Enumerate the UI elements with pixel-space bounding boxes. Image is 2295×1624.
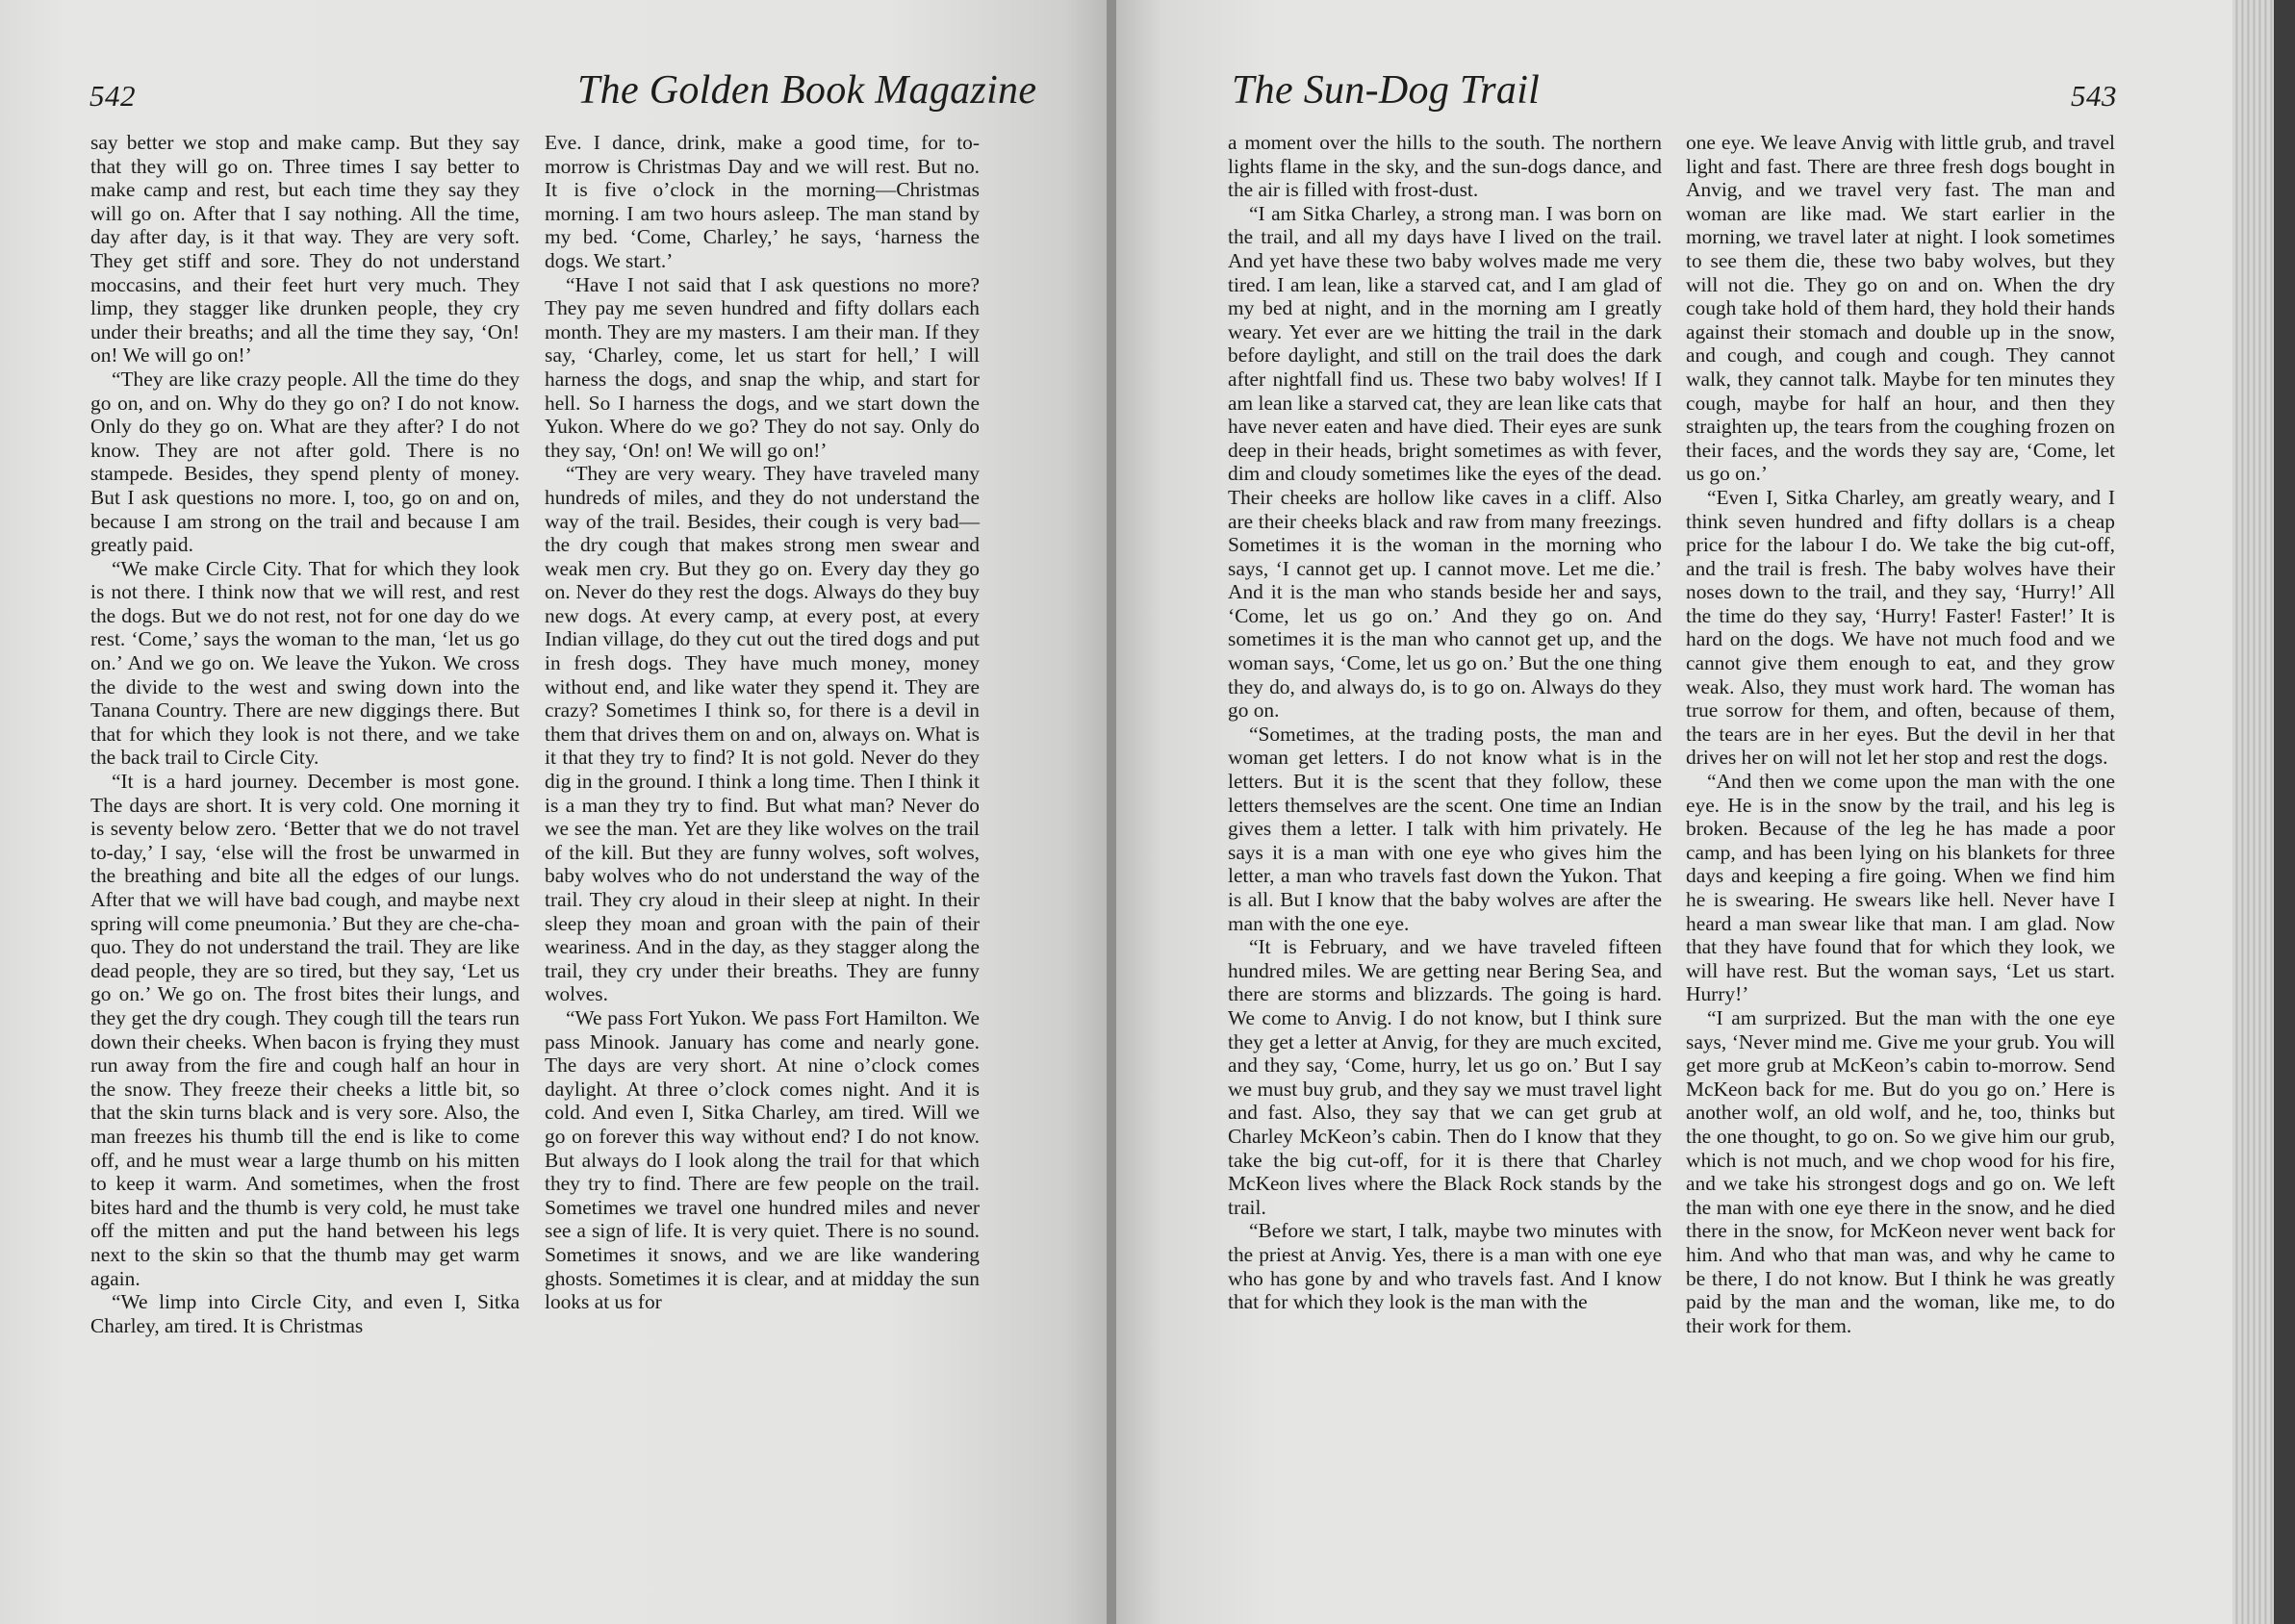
paragraph: “We pass Fort Yukon. We pass Fort Hamilton. We pass Minook. January has come and nearly gone. The days are very short. At nine o’clock comes daylight. At three o’clock comes night. And it is cold. And even I, Sitka Charley, am tired. Will we go on forever this way without end? I do not know. But always do I look along the trail for that which they try to find. There are few people on the trail. Sometimes we travel one hundred miles and never see a sign of life. It is very quiet. There is no sound. Sometimes it snows, and we are like wandering ghosts. Sometimes it is clear, and at midday the sun looks at us for: [545, 1005, 980, 1314]
paragraph: Eve. I dance, drink, make a good time, for to-morrow is Christmas Day and we will rest. But no. It is five o’clock in the morning—Christmas morning. I am two hours asleep. The man stand by my bed. ‘Come, Charley,’ he says, ‘harness the dogs. We start.’: [545, 131, 980, 272]
page-number-right: 543: [2071, 79, 2117, 113]
paragraph: “We limp into Circle City, and even I, Sitka Charley, am tired. It is Christmas: [90, 1290, 520, 1337]
running-title-right: The Sun-Dog Trail: [1232, 68, 1541, 113]
paragraph: “They are like crazy people. All the time do they go on, and on. Why do they go on? I do not know. Only do they go on. What are they after? I do not know. They are not after gold. There is no stampede. Besides, they spend plenty of money. But I ask questions no more. I, too, go on and on, because I am strong on the trail and because I am greatly paid.: [90, 367, 520, 557]
paragraph: “We make Circle City. That for which they look is not there. I think now that we will rest, and rest the dogs. But we do not rest, not for one day do we rest. ‘Come,’ says the woman to the man, ‘let us go on.’ And we go on. We leave the Yukon. We cross the divide to the west and swing down into the Tanana Country. There are new diggings there. But that for which they look is not there, and we take the back trail to Circle City.: [90, 556, 520, 770]
paragraph: “They are very weary. They have traveled many hundreds of miles, and they do not understand the way of the trail. Besides, their cough is very bad—the dry cough that makes strong men swear and weak men cry. But they go on. Every day they go on. Never do they rest the dogs. Always do they buy new dogs. At every camp, at every post, at every Indian village, do they cut out the tired dogs and put in fresh dogs. They have much money, money without end, and like water they spend it. They are crazy? Sometimes I think so, for there is a devil in them that drives them on and on, always on. What is it that they try to find? It is not gold. Never do they dig in the ground. I think a long time. Then I think it is a man they try to find. But what man? Never do we see the man. Yet are they like wolves on the trail of the kill. But they are funny wolves, soft wolves, baby wolves who do not understand the way of the trail. They cry aloud in their sleep at night. In their sleep they moan and groan with the pain of their weariness. And in the day, as they stagger along the trail, they cry under their breaths. They are funny wolves.: [545, 462, 980, 1006]
paragraph: “Have I not said that I ask questions no more? They pay me seven hundred and fifty dollars each month. They are my masters. I am their man. If they say, ‘Charley, come, let us start for hell,’ I will harness the dogs, and snap the whip, and start for hell. So I harness the dogs, and we start down the Yukon. Where do we go? They do not say. Only do they say, ‘On! on! We will go on!’: [545, 272, 980, 462]
page-number-left: 542: [89, 79, 136, 113]
paragraph: “Before we start, I talk, maybe two minutes with the priest at Anvig. Yes, there is a man with one eye who has gone by and who travels fast. And I know that for which they look is the man with the: [1228, 1219, 1662, 1314]
page-edges: [2232, 0, 2295, 1624]
paragraph: “I am Sitka Charley, a strong man. I was born on the trail, and all my days have I lived on the trail. And yet have these two baby wolves made me very tired. I am lean, like a starved cat, and I am glad of my bed at night, and in the morning am I greatly weary. Yet ever are we hitting the trail in the dark before daylight, and still on the trail does the dark after nightfall find us. These two baby wolves! If I am lean like a starved cat, they are lean like cats that have never eaten and have died. Their eyes are sunk deep in their heads, bright sometimes as with fever, dim and cloudy sometimes like the eyes of the dead. Their cheeks are hollow like caves in a cliff. Also are their cheeks black and raw from many freezings. Sometimes it is the woman in the morning who says, ‘I cannot get up. I cannot move. Let me die.’ And it is the man who stands beside her and says, ‘Come, let us go on.’ And they go on. And sometimes it is the man who cannot get up, and the woman says, ‘Come, let us go on.’ But the one thing they do, and always do, is to go on. Always do they go on.: [1228, 201, 1662, 723]
paragraph: “And then we come upon the man with the one eye. He is in the snow by the trail, and his leg is broken. Because of the leg he has made a poor camp, and has been lying on his blankets for three days and keeping a fire going. When we find him he is swearing. He swears like hell. Never have I heard a man swear like that man. I am glad. Now that they have found that for which they look, we will have rest. But the woman says, ‘Let us start. Hurry!’: [1686, 770, 2115, 1006]
text-column-3: [1228, 131, 1662, 1314]
paragraph: one eye. We leave Anvig with little grub, and travel light and fast. There are three fresh dogs bought in Anvig, and we travel very fast. The man and woman are like mad. We start earlier in the morning, we travel later at night. I look sometimes to see them die, these two baby wolves, but they will not die. They go on and on. When the dry cough take hold of them hard, they hold their hands against their stomach and double up in the snow, and cough, and cough and cough. They cannot walk, they cannot talk. Maybe for ten minutes they cough, maybe for half an hour, and then they straighten up, the tears from the coughing frozen on their faces, and the words they say are, ‘Come, let us go on.’: [1686, 131, 2115, 486]
paragraph: “It is February, and we have traveled fifteen hundred miles. We are getting near Bering Sea, and there are storms and blizzards. The going is hard. We come to Anvig. I do not know, but I think sure they get a letter at Anvig, for they are much excited, and they say, ‘Come, hurry, let us go on.’ But I say we must buy grub, and they say we must travel light and fast. Also, they say that we can get grub at Charley McKeon’s cabin. Then do I know that they take the big cut-off, for it is there that Charley McKeon lives where the Black Rock stands by the trail.: [1228, 935, 1662, 1219]
text-column-2: [545, 131, 980, 1314]
paragraph: “I am surprized. But the man with the one eye says, ‘Never mind me. Give me your grub. You will get more grub at McKeon’s cabin to-morrow. Send McKeon back for me. But do you go on.’ Here is another wolf, an old wolf, and he, too, thinks but the one thought, to go on. So we give him our grub, which is not much, and we chop wood for his fire, and we take his strongest dogs and go on. We left the man with one eye there in the snow, and he died there in the snow, for McKeon never went back for him. And who that man was, and why he came to be there, I do not know. But I think he was greatly paid by the man and the woman, like me, to do their work for them.: [1686, 1005, 2115, 1337]
right-page: [1116, 0, 2259, 1624]
text-column-1: [90, 131, 520, 1337]
paragraph: “Sometimes, at the trading posts, the man and woman get letters. I do not know what is in the letters. But it is the scent that they follow, these letters themselves are the scent. One time an Indian gives them a letter. I talk with him privately. He says it is a man with one eye who gives him the letter, a man who travels fast down the Yukon. That is all. But I know that the baby wolves are after the man with the one eye.: [1228, 722, 1662, 935]
paragraph: “It is a hard journey. December is most gone. The days are short. It is very cold. One morning it is seventy below zero. ‘Better that we do not travel to-day,’ I say, ‘else will the frost be unwarmed in the breathing and bite all the edges of our lungs. After that we will have bad cough, and maybe next spring will come pneumonia.’ But they are che-cha-quo. They do not understand the trail. They are like dead people, they are so tired, but they say, ‘Let us go on.’ We go on. The frost bites their lungs, and they get the dry cough. They cough till the tears run down their cheeks. When bacon is frying they must run away from the fire and cough half an hour in the snow. They freeze their cheeks a little bit, so that the skin turns black and is very sore. Also, the man freezes his thumb till the end is like to come off, and he must wear a large thumb on his mitten to keep it warm. And sometimes, when the frost bites hard and the thumb is very cold, he must take off the mitten and put the hand between his legs next to the skin so that the thumb may get warm again.: [90, 770, 520, 1290]
text-column-4: [1686, 131, 2115, 1337]
left-page: [0, 0, 1109, 1624]
paragraph: a moment over the hills to the south. The northern lights flame in the sky, and the sun-dogs dance, and the air is filled with frost-dust.: [1228, 131, 1662, 202]
paragraph: “Even I, Sitka Charley, am greatly weary, and I think seven hundred and fifty dollars is a cheap price for the labour I do. We take the big cut-off, and the trail is fresh. The baby wolves have their noses down to the trail, and they say, ‘Hurry!’ All the time do they say, ‘Hurry! Faster! Faster!’ It is hard on the dogs. We have not much food and we cannot give them enough to eat, and they grow weak. Also, they must work hard. The woman has true sorrow for them, and often, because of them, the tears are in her eyes. But the devil in her that drives her on will not let her stop and rest the dogs.: [1686, 485, 2115, 770]
paragraph: say better we stop and make camp. But they say that they will go on. Three times I say better to make camp and rest, but each time they say they will go on. After that I say nothing. All the time, day after day, is it that way. They are very soft. They get stiff and sore. They do not understand moccasins, and their feet hurt very much. They limp, they stagger like drunken people, they cry under their breaths; and all the time they say, ‘On! on! We will go on!’: [90, 131, 520, 368]
running-title-left: The Golden Book Magazine: [577, 68, 1037, 113]
